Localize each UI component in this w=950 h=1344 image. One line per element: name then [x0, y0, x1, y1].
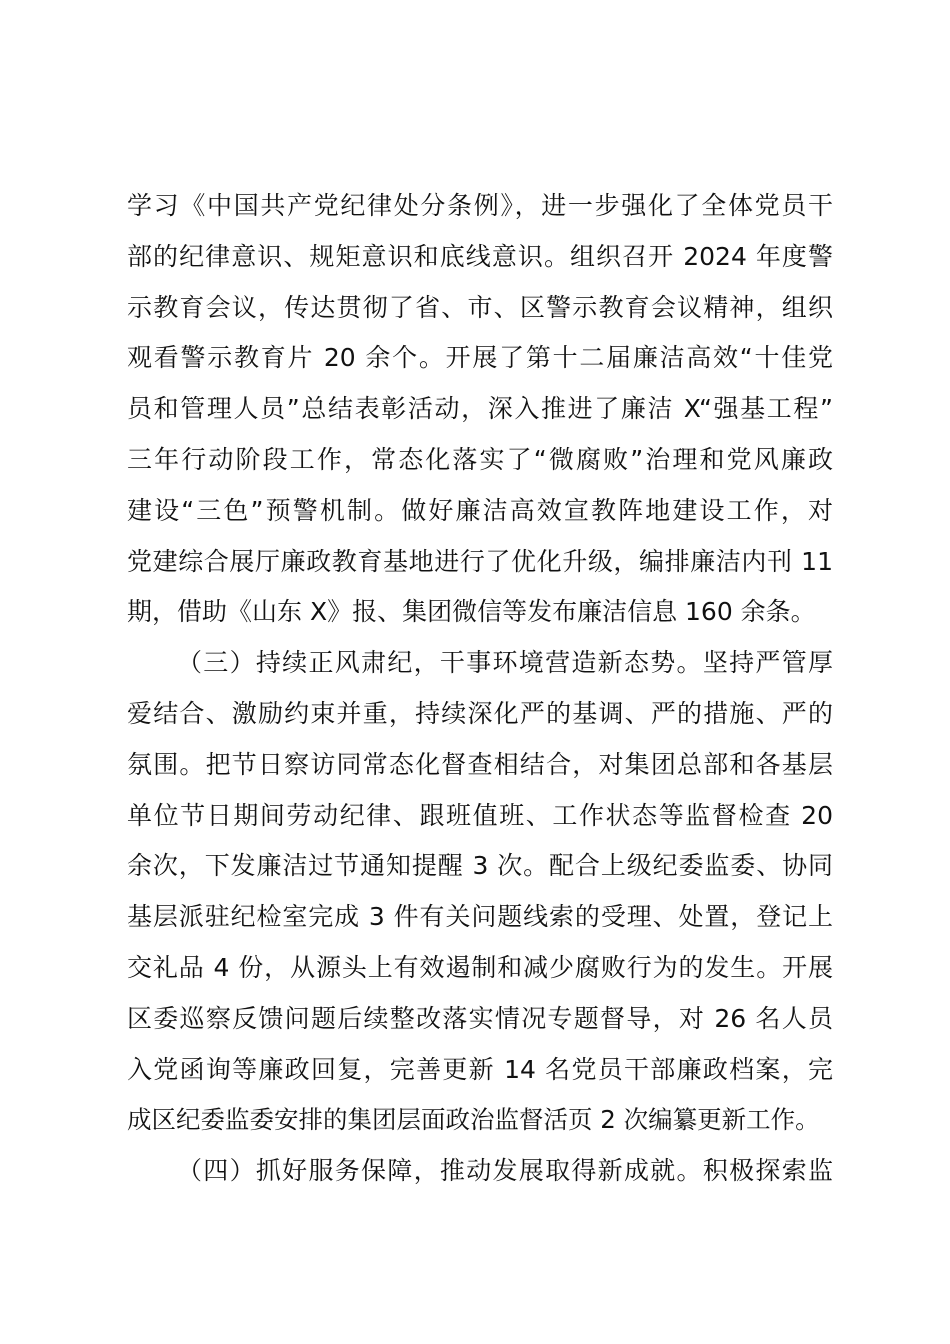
document-body — [127, 181, 833, 1197]
text-line: 氛围。把节日察访同常态化督查相结合，对集团总部和各基层 — [127, 749, 833, 779]
text-line: 党建综合展厅廉政教育基地进行了优化升级，编排廉洁内刊 11 — [127, 546, 833, 576]
text-line: 基层派驻纪检室完成 3 件有关问题线索的受理、处置，登记上 — [127, 902, 833, 932]
text-line: 余次，下发廉洁过节通知提醒 3 次。配合上级纪委监委、协同 — [127, 851, 833, 881]
text-line: 三年行动阶段工作，常态化落实了“微腐败”治理和党风廉政 — [127, 444, 833, 474]
text-line: 员和管理人员”总结表彰活动，深入推进了廉洁 X“强基工程” — [127, 394, 833, 424]
text-line: 区委巡察反馈问题后续整改落实情况专题督导，对 26 名人员 — [127, 1003, 833, 1033]
text-line: 爱结合、激励约束并重，持续深化严的基调、严的措施、严的 — [127, 698, 833, 728]
text-line: 入党函询等廉政回复，完善更新 14 名党员干部廉政档案，完 — [127, 1054, 833, 1084]
text-line: 示教育会议，传达贯彻了省、市、区警示教育会议精神，组织 — [127, 292, 833, 322]
section-heading-line: （四）抓好服务保障，推动发展取得新成就。积极探索监 — [177, 1156, 833, 1186]
text-line: 学习《中国共产党纪律处分条例》，进一步强化了全体党员干 — [127, 191, 833, 220]
text-line: 交礼品 4 份，从源头上有效遏制和减少腐败行为的发生。开展 — [127, 952, 833, 982]
text-line: 部的纪律意识、规矩意识和底线意识。组织召开 2024 年度警 — [127, 241, 833, 271]
text-line: 期，借助《山东 X》报、集团微信等发布廉洁信息 160 余条。 — [127, 597, 816, 627]
section-heading-line: （三）持续正风肃纪，干事环境营造新态势。坚持严管厚 — [177, 648, 833, 678]
text-line: 观看警示教育片 20 余个。开展了第十二届廉洁高效“十佳党 — [127, 343, 833, 373]
text-line: 单位节日期间劳动纪律、跟班值班、工作状态等监督检查 20 — [127, 800, 833, 830]
text-line: 成区纪委监委安排的集团层面政治监督活页 2 次编纂更新工作。 — [127, 1105, 820, 1135]
text-line: 建设“三色”预警机制。做好廉洁高效宣教阵地建设工作，对 — [127, 495, 833, 525]
